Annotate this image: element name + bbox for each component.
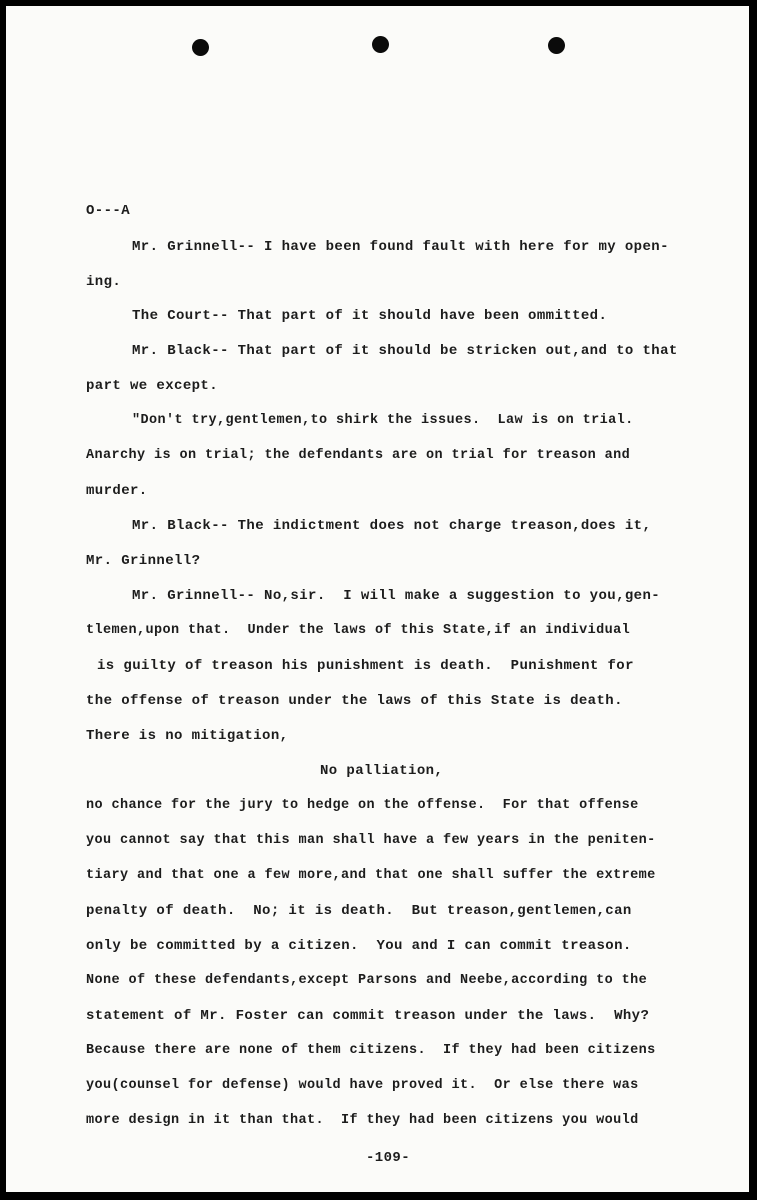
- text-line: you cannot say that this man shall have a few years in the peniten-: [86, 833, 656, 848]
- text-line: "Don't try,gentlemen,to shirk the issues. Law is on trial.: [132, 413, 634, 428]
- text-line: no chance for the jury to hedge on the offense. For that offense: [86, 798, 639, 813]
- binder-hole-center: [372, 36, 389, 53]
- text-line: only be committed by a citizen. You and I can commit treason.: [86, 938, 632, 954]
- text-line: Mr. Grinnell-- No,sir. I will make a suggestion to you,gen-: [132, 588, 661, 604]
- text-line: Because there are none of them citizens. If they had been citizens: [86, 1043, 656, 1058]
- text-line: you(counsel for defense) would have proved it. Or else there was: [86, 1078, 639, 1093]
- text-line: ing.: [86, 274, 122, 290]
- text-line: Mr. Grinnell-- I have been found fault with here for my open-: [132, 239, 669, 255]
- text-line: penalty of death. No; it is death. But treason,gentlemen,can: [86, 903, 632, 919]
- text-line: No palliation,: [320, 763, 444, 779]
- text-line: part we except.: [86, 378, 219, 394]
- text-line: tlemen,upon that. Under the laws of this State,if an individual: [86, 623, 631, 638]
- text-line: The Court-- That part of it should have been ommitted.: [132, 308, 608, 324]
- text-line: Mr. Grinnell?: [86, 553, 201, 569]
- text-line: the offense of treason under the laws of this State is death.: [86, 693, 623, 709]
- text-line: There is no mitigation,: [86, 728, 289, 744]
- text-line: Anarchy is on trial; the defendants are on trial for treason and: [86, 448, 631, 463]
- page-number: -109-: [366, 1150, 411, 1166]
- text-line: tiary and that one a few more,and that one shall suffer the extreme: [86, 868, 656, 883]
- binder-hole-left: [192, 39, 209, 56]
- text-line: more design in it than that. If they had been citizens you would: [86, 1113, 639, 1128]
- binder-hole-right: [548, 37, 565, 54]
- text-line: is guilty of treason his punishment is death. Punishment for: [97, 658, 634, 674]
- text-line: None of these defendants,except Parsons and Neebe,according to the: [86, 973, 648, 988]
- text-line: Mr. Black-- The indictment does not charge treason,does it,: [132, 518, 652, 534]
- section-marker: O---A: [86, 203, 131, 219]
- text-line: Mr. Black-- That part of it should be stricken out,and to that: [132, 343, 678, 359]
- text-line: statement of Mr. Foster can commit treason under the laws. Why?: [86, 1008, 650, 1024]
- typewritten-page: [6, 6, 749, 1192]
- text-line: murder.: [86, 483, 148, 499]
